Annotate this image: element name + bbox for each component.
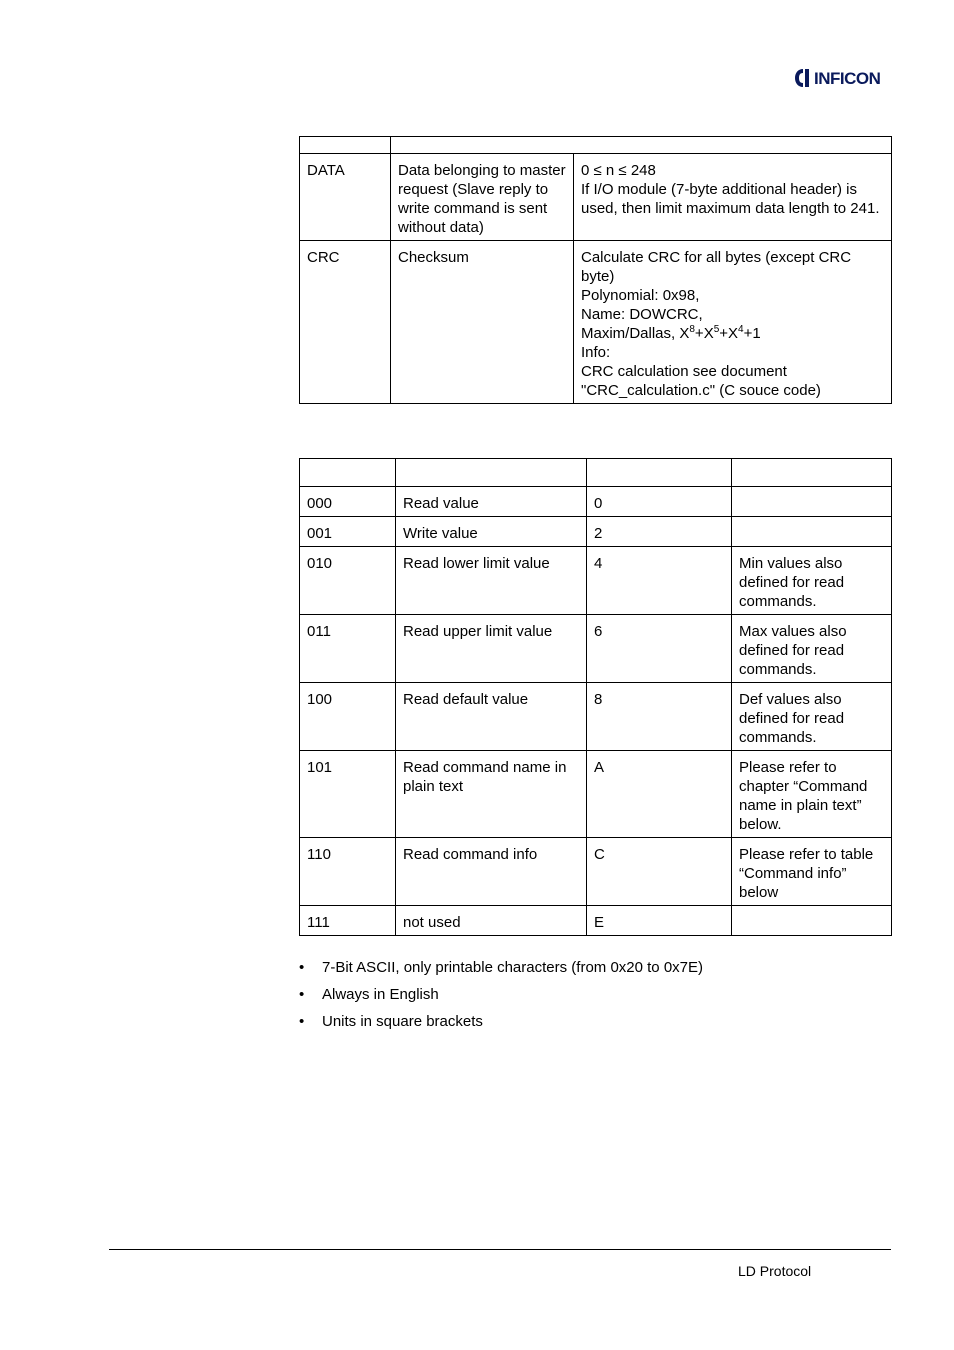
field-cell: CRC: [300, 241, 391, 404]
table-row: [300, 241, 892, 404]
header-cell: [300, 137, 391, 154]
command-cell: Read command info: [396, 838, 587, 906]
command-cell: Read value: [396, 487, 587, 517]
footer-text: LD Protocol: [738, 1263, 812, 1279]
description-cell: Checksum: [391, 241, 574, 404]
list-item: • Always in English: [299, 986, 439, 1003]
note-cell: Please refer to table “Command info” below: [732, 838, 892, 906]
hex-cell: 4: [587, 547, 732, 615]
command-cell: not used: [396, 906, 587, 936]
table-row: [300, 683, 892, 751]
inficon-logo: [794, 67, 880, 89]
description-cell: Data belonging to master request (Slave reply to write command is sent without data): [391, 154, 574, 241]
list-item: • Units in square brackets: [299, 1013, 483, 1030]
command-cell: Read lower limit value: [396, 547, 587, 615]
table-row: [300, 751, 892, 838]
table-row: [300, 547, 892, 615]
note-cell: [732, 487, 892, 517]
table-row: [300, 154, 892, 241]
field-table: [299, 136, 892, 404]
list-item: • 7-Bit ASCII, only printable characters (from 0x20 to 0x7E): [299, 959, 703, 976]
hex-cell: A: [587, 751, 732, 838]
bits-cell: 110: [300, 838, 396, 906]
command-cell: Read default value: [396, 683, 587, 751]
value-cell: 0 ≤ n ≤ 248 If I/O module (7-byte additional header) is used, then limit maximum data length to 241.: [574, 154, 892, 241]
hex-cell: 2: [587, 517, 732, 547]
hex-cell: 8: [587, 683, 732, 751]
crc-polynomial-line: Maxim/Dallas, $X^8+X^5+X^4+1$: [581, 324, 761, 342]
note-cell: Def values also defined for read commands.: [732, 683, 892, 751]
table-header-row: [300, 137, 892, 154]
hex-cell: 6: [587, 615, 732, 683]
header-cell: [587, 459, 732, 487]
note-cell: Min values also defined for read commands.: [732, 547, 892, 615]
table-header-row: [300, 459, 892, 487]
command-cell: Read command name in plain text: [396, 751, 587, 838]
table-row: [300, 517, 892, 547]
hex-cell: C: [587, 838, 732, 906]
table-row: [300, 487, 892, 517]
logo-text: INFICON: [814, 68, 881, 88]
bits-cell: 111: [300, 906, 396, 936]
header-cell: [732, 459, 892, 487]
bits-cell: 001: [300, 517, 396, 547]
bits-cell: 100: [300, 683, 396, 751]
footer-rule: [109, 1249, 891, 1250]
note-cell: [732, 906, 892, 936]
note-cell: Max values also defined for read commands.: [732, 615, 892, 683]
field-cell: DATA: [300, 154, 391, 241]
hex-cell: E: [587, 906, 732, 936]
table-row: [300, 615, 892, 683]
value-cell: Calculate CRC for all bytes (except CRC byte) Polynomial: 0x98, Name: DOWCRC, Maxim/Dallas, $X^8+X^5+X^4+1$ Info: CRC calculation see document "CRC_calculation.c" (C souce code): [574, 241, 892, 404]
header-cell: [300, 459, 396, 487]
bits-cell: 101: [300, 751, 396, 838]
header-cell: [396, 459, 587, 487]
inficon-logo-icon: [794, 68, 812, 88]
bits-cell: 000: [300, 487, 396, 517]
table-row: [300, 838, 892, 906]
note-cell: Please refer to chapter “Command name in plain text” below.: [732, 751, 892, 838]
table-row: [300, 906, 892, 936]
command-cell: Write value: [396, 517, 587, 547]
command-cell: Read upper limit value: [396, 615, 587, 683]
bits-cell: 010: [300, 547, 396, 615]
bullet-list: [299, 958, 703, 1039]
command-table: [299, 458, 892, 936]
note-cell: [732, 517, 892, 547]
header-cell: [391, 137, 892, 154]
hex-cell: 0: [587, 487, 732, 517]
bits-cell: 011: [300, 615, 396, 683]
